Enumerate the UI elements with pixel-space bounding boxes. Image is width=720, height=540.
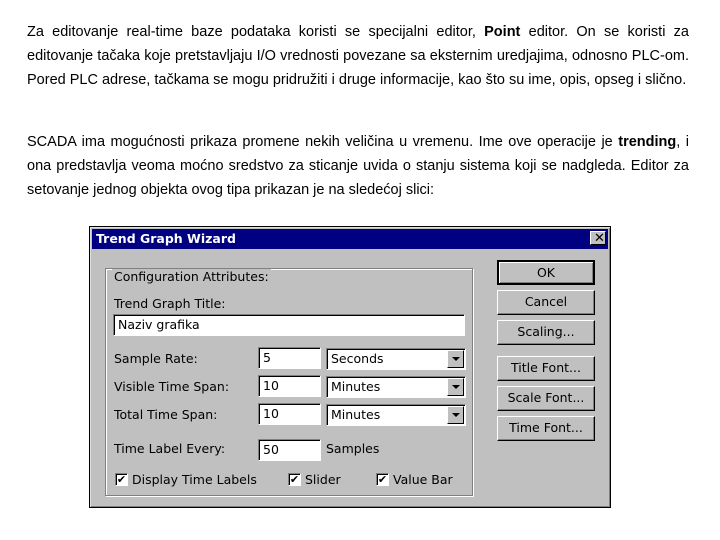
visible-span-unit-select[interactable]: [326, 376, 466, 398]
sample-rate-unit-select[interactable]: [326, 348, 466, 370]
cancel-button[interactable]: Cancel: [497, 290, 595, 315]
value-bar-label: Value Bar: [393, 472, 453, 487]
paragraph-1-text-b: editor. On se koristi za editovanje tačaka koje pretstavljaju I/O vrednosti povezane sa eksternim uredjajima, odnosno PLC-om. Pored PLC adrese, tačkama se mogu pridružiti i druge informacije, kao što su ime, opis, opseg i slično.: [27, 24, 689, 88]
scale-font-button[interactable]: Scale Font...: [497, 386, 595, 411]
sample-rate-unit-value: Seconds: [331, 351, 384, 366]
paragraph-2: [27, 130, 689, 202]
scaling-button[interactable]: Scaling...: [497, 320, 595, 345]
checkbox-checked-icon: ✔: [289, 473, 300, 486]
chevron-down-icon[interactable]: [447, 378, 464, 396]
paragraph-1: [27, 20, 689, 92]
time-font-button[interactable]: Time Font...: [497, 416, 595, 441]
time-label-every-unit: Samples: [326, 441, 380, 456]
total-span-unit-value: Minutes: [331, 407, 381, 422]
visible-span-unit-value: Minutes: [331, 379, 381, 394]
title-font-button[interactable]: Title Font...: [497, 356, 595, 381]
paragraph-2-bold: trending: [618, 134, 677, 150]
close-icon: ✕: [594, 231, 605, 246]
group-label: Configuration Attributes:: [114, 269, 269, 284]
sample-rate-label: Sample Rate:: [114, 351, 198, 366]
display-time-labels-label: Display Time Labels: [132, 472, 257, 487]
ok-button[interactable]: OK: [497, 260, 595, 285]
checkbox-checked-icon: ✔: [377, 473, 388, 486]
sample-rate-input[interactable]: 5: [258, 347, 321, 369]
chevron-down-icon[interactable]: [447, 406, 464, 424]
dialog-titlebar[interactable]: [92, 229, 608, 249]
total-span-label: Total Time Span:: [114, 407, 218, 422]
total-span-input[interactable]: 10: [258, 403, 321, 425]
total-span-unit-select[interactable]: [326, 404, 466, 426]
trend-graph-wizard-dialog: [89, 226, 611, 508]
paragraph-1-bold: Point: [484, 24, 521, 40]
close-button[interactable]: [590, 231, 606, 245]
visible-span-label: Visible Time Span:: [114, 379, 230, 394]
slider-label: Slider: [305, 472, 341, 487]
chevron-down-icon[interactable]: [447, 350, 464, 368]
time-label-every-input[interactable]: 50: [258, 439, 321, 461]
paragraph-1-text-a: Za editovanje real-time baze podataka koristi se specijalni editor,: [27, 24, 485, 40]
time-label-every-label: Time Label Every:: [114, 441, 226, 456]
dialog-title: Trend Graph Wizard: [96, 231, 236, 246]
paragraph-2-text-b: , i ona predstavlja veoma moćno sredstvo za sticanje uvida o stanju sistema koji se nadgleda. Editor za setovanje jednog objekta ovog tipa prikazan je na sledećoj slici:: [27, 134, 689, 198]
paragraph-2-text-a: SCADA ima mogućnosti prikaza promene nekih veličina u vremenu. Ime ove operacije je: [27, 134, 619, 150]
trend-title-label: Trend Graph Title:: [114, 296, 226, 311]
visible-span-input[interactable]: 10: [258, 375, 321, 397]
checkbox-checked-icon: ✔: [116, 473, 127, 486]
trend-title-input[interactable]: Naziv grafika: [113, 314, 465, 336]
